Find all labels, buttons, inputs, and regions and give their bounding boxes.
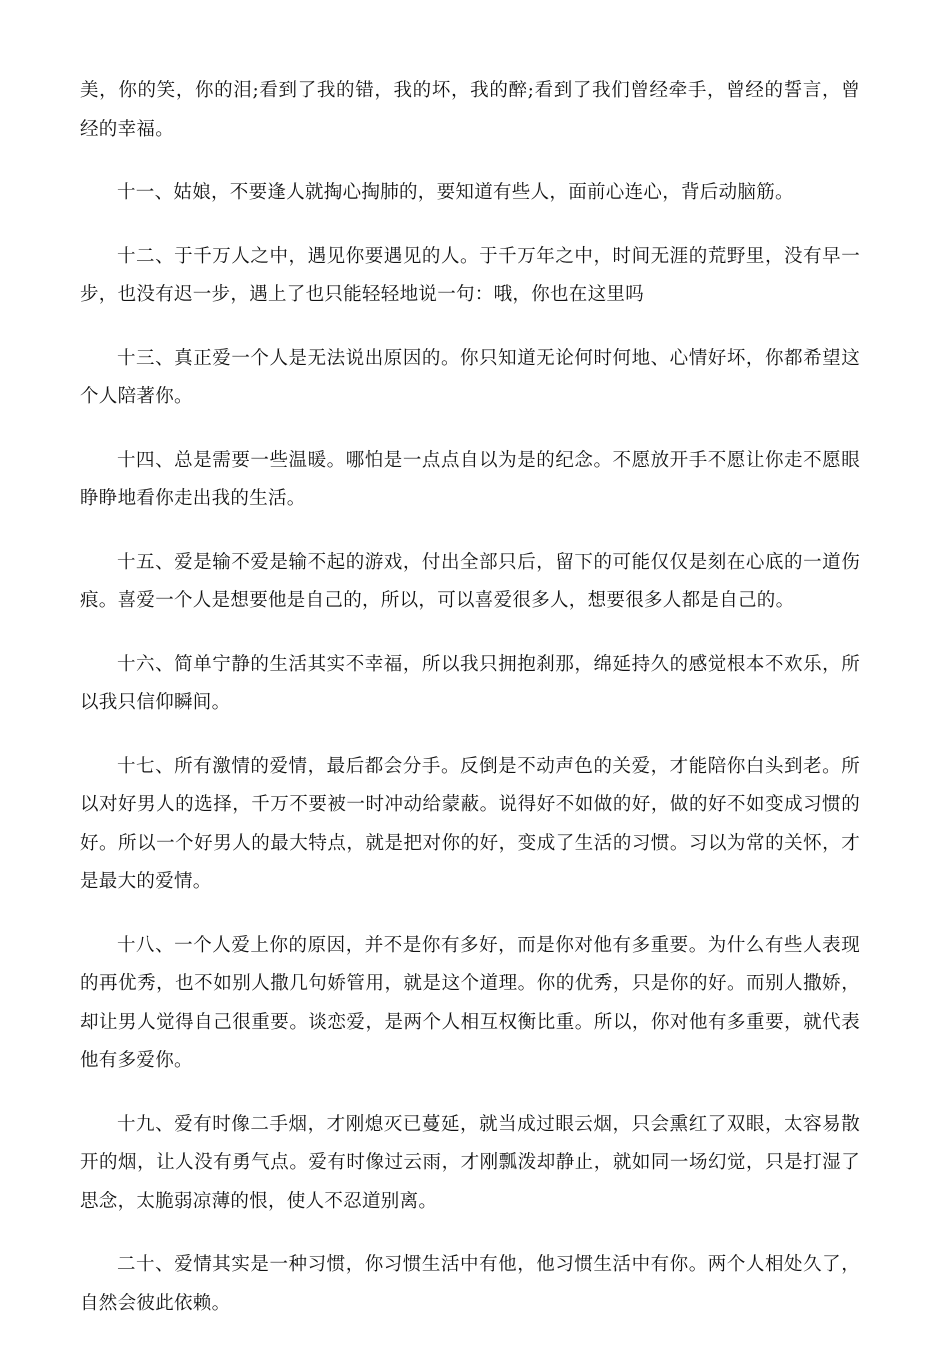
paragraph-16: 十六、简单宁静的生活其实不幸福，所以我只拥抱刹那，绵延持久的感觉根本不欢乐，所以我只信仰瞬间。 [80, 653, 860, 713]
paragraph-18: 十八、一个人爱上你的原因，并不是你有多好，而是你对他有多重要。为什么有些人表现的再优秀，也不如别人撒几句娇管用，就是这个道理。你的优秀，只是你的好。而别人撒娇，却让男人觉得自己很重要。谈恋爱，是两个人相互权衡比重。所以，你对他有多重要，就代表他有多爱你。 [80, 934, 860, 1071]
paragraph-11: 十一、姑娘，不要逢人就掏心掏肺的，要知道有些人，面前心连心，背后动脑筋。 [117, 182, 794, 203]
paragraph-15: 十五、爱是输不爱是输不起的游戏，付出全部只后，留下的可能仅仅是刻在心底的一道伤痕。喜爱一个人是想要他是自己的，所以，可以喜爱很多人，想要很多人都是自己的。 [80, 551, 860, 611]
paragraph-13: 十三、真正爱一个人是无法说出原因的。你只知道无论何时何地、心情好坏，你都希望这个人陪著你。 [80, 347, 860, 407]
paragraph-19: 十九、爱有时像二手烟，才刚熄灭已蔓延，就当成过眼云烟，只会熏红了双眼，太容易散开的烟，让人没有勇气点。爱有时像过云雨，才刚瓢泼却静止，就如同一场幻觉，只是打湿了思念，太脆弱凉薄的恨，使人不忍道别离。 [80, 1113, 860, 1212]
paragraph-17: 十七、所有激情的爱情，最后都会分手。反倒是不动声色的关爱，才能陪你白头到老。所以对好男人的选择，千万不要被一时冲动给蒙蔽。说得好不如做的好，做的好不如变成习惯的好。所以一个好男人的最大特点，就是把对你的好，变成了生活的习惯。习以为常的关怀，才是最大的爱情。 [80, 755, 860, 892]
document-body [80, 72, 860, 1348]
paragraph-14: 十四、总是需要一些温暖。哪怕是一点点自以为是的纪念。不愿放开手不愿让你走不愿眼睁睁地看你走出我的生活。 [80, 449, 860, 509]
paragraph-12: 十二、于千万人之中，遇见你要遇见的人。于千万年之中，时间无涯的荒野里，没有早一步，也没有迟一步，遇上了也只能轻轻地说一句：哦，你也在这里吗 [80, 245, 860, 305]
paragraph-continued: 美，你的笑，你的泪;看到了我的错，我的坏，我的醉;看到了我们曾经牵手，曾经的誓言，曾经的幸福。 [80, 80, 860, 140]
paragraph-20: 二十、爱情其实是一种习惯，你习惯生活中有他，他习惯生活中有你。两个人相处久了，自然会彼此依赖。 [80, 1254, 860, 1314]
